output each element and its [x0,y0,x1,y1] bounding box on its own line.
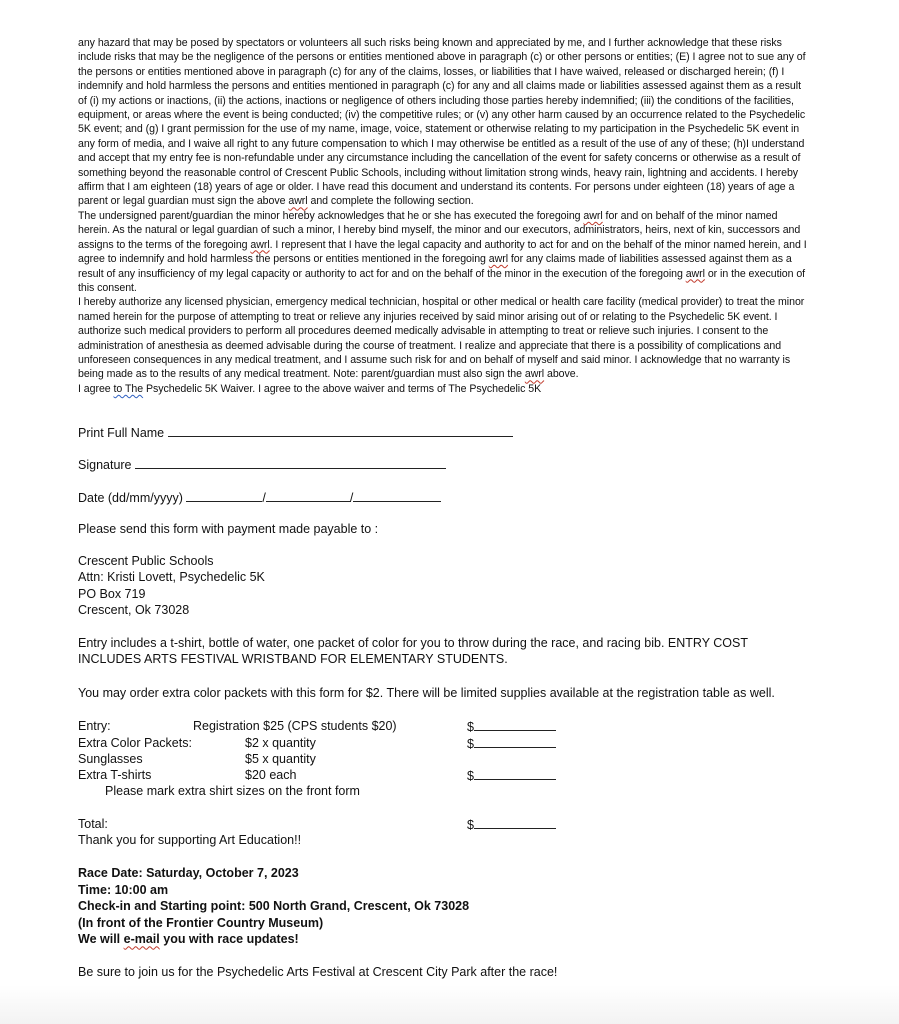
waiver-legal-text [78,36,808,396]
waiver-paragraph-2: The undersigned parent/guardian the minor hereby acknowledges that he or she has executed the foregoing awrl for and on behalf of the minor named herein. As the natural or legal guardian of such a minor, I hereby bind myself, the minor and our executors, administrators, heirs, next of kin, successors and assigns to the terms of the foregoing awrl. I represent that I have the legal capacity and authority to act for and on the behalf of the minor named herein, and I agree to indemnify and hold harmless the persons or entities mentioned in the foregoing awrl for any claims made of liabilities assessed against them as a result of any insufficiency of my legal capacity or authority to act for and on the behalf of the minor in the execution of the foregoing awrl or in the execution of this consent. [78,209,807,294]
misspelled-word: e-mail [123,932,160,947]
race-details [78,865,469,948]
fee-total-label: Total: [78,817,108,831]
date-label: Date (dd/mm/yyyy) [78,491,183,505]
race-time: Time: 10:00 am [78,882,169,897]
misspelled-word: awrl [488,253,509,266]
fee-color-label: Extra Color Packets: [78,736,192,750]
print-name-label: Print Full Name [78,426,165,440]
mailing-address [78,553,265,619]
thanks-text: Thank you for supporting Art Education!! [78,833,302,847]
fee-entry-amount: $ [467,718,556,735]
fee-shirts-blank[interactable] [474,767,556,780]
address-line-3: PO Box 719 [78,586,146,601]
date-year-blank[interactable] [353,489,441,502]
fee-color-blank[interactable] [474,735,556,748]
fee-entry-blank[interactable] [474,718,556,731]
fee-sunglasses-label: Sunglasses [78,752,143,766]
race-location-note: (In front of the Frontier Country Museum) [78,915,324,930]
misspelled-word: awrl [583,209,603,222]
fee-color-amount: $ [467,735,556,752]
fee-shirts-label: Extra T-shirts [78,768,152,782]
print-name-blank[interactable] [168,424,513,437]
race-email-note: We will e-mail you with race updates! [78,932,299,947]
fee-entry-label: Entry: [78,719,111,733]
fee-total-amount: $ [467,816,556,833]
date-day-blank[interactable] [186,489,262,502]
fee-sunglasses-detail: $5 x quantity [245,752,316,766]
print-name-row [78,424,513,441]
signature-row [78,456,446,473]
misspelled-word: awrl [685,267,705,280]
extra-color-text: You may order extra color packets with this form for $2. There will be limited supplies available at the registration table as well. [78,686,775,700]
address-line-2: Attn: Kristi Lovett, Psychedelic 5K [78,570,265,585]
race-checkin: Check-in and Starting point: 500 North Grand, Crescent, Ok 73028 [78,899,470,914]
fee-shirt-note: Please mark extra shirt sizes on the front form [105,784,360,798]
date-separator: / [349,491,354,505]
address-line-1: Crescent Public Schools [78,554,214,568]
date-row [78,489,441,506]
misspelled-word: awrl [250,238,270,251]
misspelled-word: awrl [524,368,545,381]
waiver-paragraph-4: I agree to The Psychedelic 5K Waiver. I agree to the above waiver and terms of The Psychedelic 5K [78,382,542,395]
page-bottom-shadow [0,985,899,1024]
address-line-4: Crescent, Ok 73028 [78,603,190,618]
signature-label: Signature [78,458,132,472]
grammar-flagged-words: to The [113,382,144,395]
fee-entry-detail: Registration $25 (CPS students $20) [193,719,397,733]
fee-shirts-detail: $20 each [245,768,297,782]
waiver-paragraph-3: I hereby authorize any licensed physician, emergency medical technician, hospital or other medical or health care facility (medical provider) to treat the minor named herein for the purpose of attempting to treat or relieve any injuries received by said minor arising out of or relating to the Psychedelic 5K event. I authorize such medical providers to perform all procedures deemed medically advisable in attempting to treat or relieve such injuries. I consent to the administration of anesthesia as deemed advisable during the course of treatment. I realize and appreciate that there is a possibility of complications and unforeseen consequences in any medical treatment, and I assume such risk for and on behalf of myself and said minor. I acknowledge that no warranty is being made as to the results of any medical treatment. Note: parent/guardian must also sign the awrl above. [78,296,805,381]
fee-total-blank[interactable] [474,816,556,829]
date-month-blank[interactable] [266,489,350,502]
race-date: Race Date: Saturday, October 7, 2023 [78,866,299,880]
misspelled-word: awrl [288,195,308,208]
fee-color-detail: $2 x quantity [245,736,316,750]
date-separator: / [262,491,266,505]
closing-text: Be sure to join us for the Psychedelic Arts Festival at Crescent City Park after the race! [78,965,558,979]
entry-includes-text: Entry includes a t-shirt, bottle of water, one packet of color for you to throw during the race, and racing bib. ENTRY COST INCLUDES ARTS FESTIVAL WRISTBAND FOR ELEMENTARY STUDENTS. [78,636,748,667]
signature-blank[interactable] [135,456,446,469]
send-instructions: Please send this form with payment made payable to : [78,522,379,536]
waiver-paragraph-1: any hazard that may be posed by spectators or volunteers all such risks being known and appreciated by me, and I further acknowledge that these risks include risks that may be the negligence of the persons or entities mentioned above in paragraph (c) or other persons or entities; (E) I agree not to sue any of the persons or entities mentioned above in paragraph (c) for any of the claims, losses, or liabilities that I have waived, released or discharged herein; (f) I indemnify and hold harmless the persons and entities mentioned in paragraph (c) for any and all claims made or liabilities assessed against them as a result of (i) my actions or inactions, (ii) the actions, inactions or negligence of others including those parties hereby indemnified; (iii) the conditions of the facilities, equipment, or areas where the event is being conducted; (iv) the competitive rules; or (v) any other harm caused by an occurrence related to the Psychedelic 5K event; and (g) I grant permission for the use of my name, image, voice, statement or otherwise relating to my participation in the Psychedelic 5K event in any form of media, and I waive all right to any future compensation to which I may otherwise be entitled as a result of the use of any of these; (h)I understand and accept that my entry fee is non-refundable under any circumstance including the cancellation of the event for safety concerns or otherwise as a result of something beyond the reasonable control of Crescent Public Schools, including without limitation strong winds, heavy rain, lightning and accidents. I hereby affirm that I am eighteen (18) years of age or older. I have read this document and understand its contents. For persons under eighteen (18) years of age a parent or legal guardian must sign the above awrl and complete the following section. [78,37,806,208]
fee-shirts-amount: $ [467,767,556,784]
